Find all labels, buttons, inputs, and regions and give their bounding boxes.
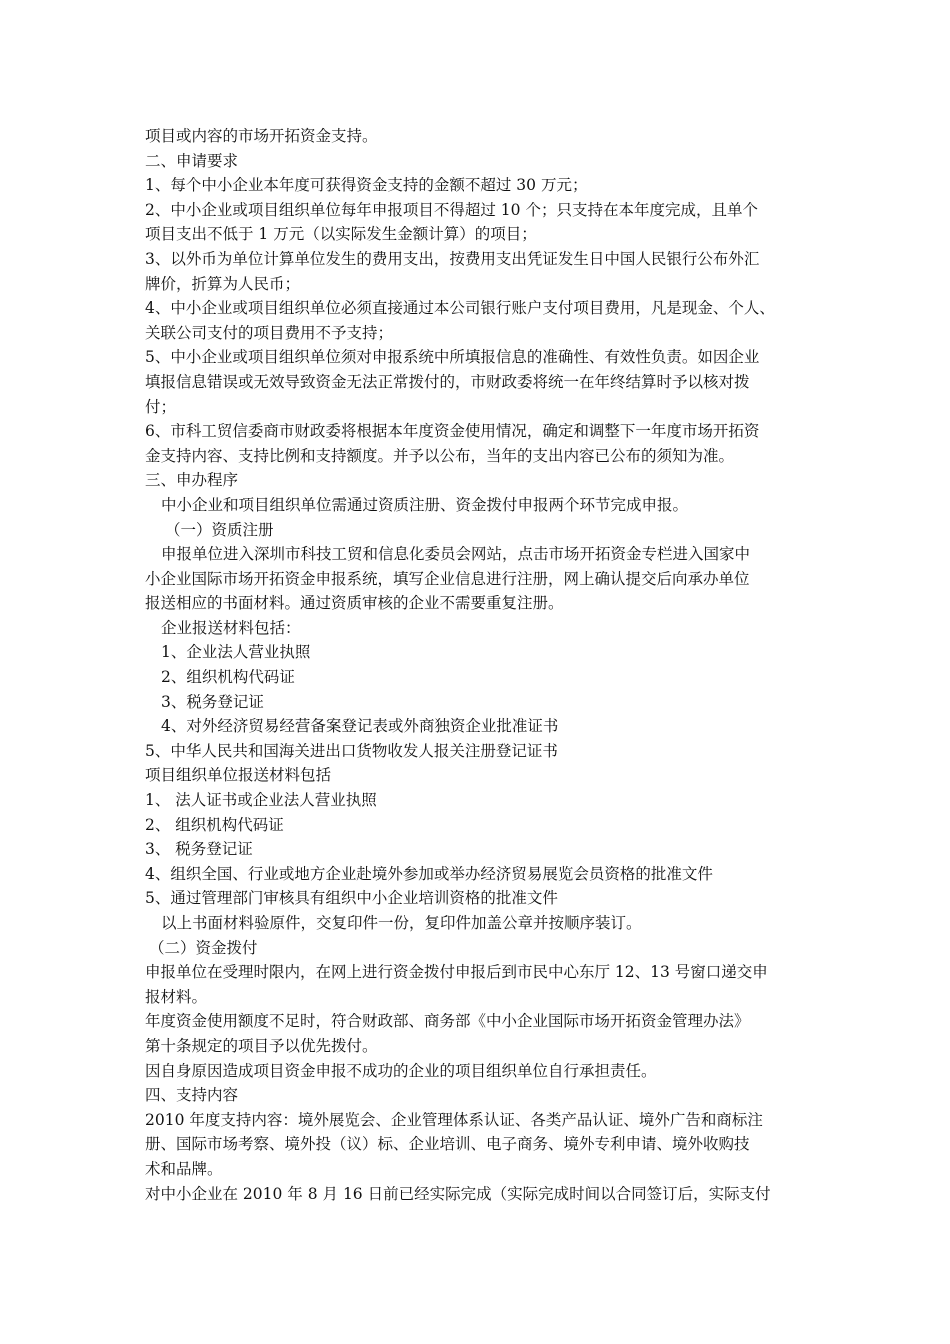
text-line: 对中小企业在 2010 年 8 月 16 日前已经实际完成（实际完成时间以合同签订后，实际支付 (145, 1184, 771, 1203)
text-line: 3、 税务登记证 (145, 840, 253, 859)
text-line: 项目支出不低于 1 万元（以实际发生金额计算）的项目； (145, 225, 537, 244)
text-line: 1、每个中小企业本年度可获得资金支持的金额不超过 30 万元； (145, 176, 588, 195)
text-line: 4、中小企业或项目组织单位必须直接通过本公司银行账户支付项目费用，凡是现金、个人、 (145, 299, 775, 318)
text-line: 关联公司支付的项目费用不予支持； (145, 323, 394, 342)
text-line: 4、组织全国、行业或地方企业赴境外参加或举办经济贸易展览会员资格的批准文件 (145, 864, 713, 883)
text-line: 填报信息错误或无效导致资金无法正常拨付的，市财政委将统一在年终结算时予以核对拨 (145, 372, 750, 391)
text-line: 4、对外经济贸易经营备案登记表或外商独资企业批准证书 (161, 717, 559, 736)
document-body (145, 124, 825, 1206)
text-line: 报材料。 (145, 987, 208, 1006)
text-line: （二）资金拨付 (149, 938, 258, 957)
text-line: 金支持内容、支持比例和支持额度。并予以公布，当年的支出内容已公布的须知为准。 (145, 446, 735, 465)
text-line: 因自身原因造成项目资金申报不成功的企业的项目组织单位自行承担责任。 (145, 1061, 657, 1080)
text-line: 1、企业法人营业执照 (161, 643, 311, 662)
text-line: 报送相应的书面材料。通过资质审核的企业不需要重复注册。 (145, 594, 564, 613)
text-line: 二、申请要求 (145, 151, 239, 170)
text-line: 术和品牌。 (145, 1159, 223, 1178)
text-line: 2、中小企业或项目组织单位每年申报项目不得超过 10 个；只支持在本年度完成，且单个 (145, 200, 758, 219)
text-line: 牌价，折算为人民币； (145, 274, 301, 293)
text-line: 以上书面材料验原件，交复印件一份，复印件加盖公章并按顺序装订。 (161, 914, 642, 932)
text-line: 册、国际市场考察、境外投（议）标、企业培训、电子商务、境外专利申请、境外收购技 (145, 1135, 750, 1154)
text-line: 四、支持内容 (145, 1086, 239, 1105)
text-line: 6、市科工贸信委商市财政委将根据本年度资金使用情况，确定和调整下一年度市场开拓资 (145, 422, 760, 441)
text-line: 5、中小企业或项目组织单位须对申报系统中所填报信息的准确性、有效性负责。如因企业 (145, 348, 760, 367)
text-line: 2、组织机构代码证 (161, 668, 295, 687)
text-line: 5、中华人民共和国海关进出口货物收发人报关注册登记证书 (145, 741, 558, 760)
text-line: 项目组织单位报送材料包括 (145, 766, 332, 785)
text-line: 5、通过管理部门审核具有组织中小企业培训资格的批准文件 (145, 889, 558, 908)
text-line: 付； (145, 397, 177, 416)
text-line: 第十条规定的项目予以优先拨付。 (145, 1036, 378, 1055)
text-line: 三、申办程序 (145, 471, 239, 490)
text-line: 年度资金使用额度不足时，符合财政部、商务部《中小企业国际市场开拓资金管理办法》 (145, 1012, 750, 1031)
text-line: 企业报送材料包括： (161, 618, 301, 637)
text-line: 3、税务登记证 (161, 692, 264, 711)
text-line: 小企业国际市场开拓资金申报系统，填写企业信息进行注册，网上确认提交后向承办单位 (145, 569, 750, 588)
text-line: 项目或内容的市场开拓资金支持。 (145, 127, 378, 145)
text-line: 中小企业和项目组织单位需通过资质注册、资金拨付申报两个环节完成申报。 (161, 495, 689, 514)
text-line: 3、以外币为单位计算单位发生的费用支出，按费用支出凭证发生日中国人民银行公布外汇 (145, 249, 760, 268)
text-line: （一）资质注册 (165, 520, 274, 539)
text-line: 申报单位进入深圳市科技工贸和信息化委员会网站，点击市场开拓资金专栏进入国家中 (161, 545, 751, 564)
text-line: 1、 法人证书或企业法人营业执照 (145, 791, 377, 810)
text-line: 申报单位在受理时限内，在网上进行资金拨付申报后到市民中心东厅 12、13 号窗口递交申 (145, 963, 768, 982)
text-line: 2、 组织机构代码证 (145, 815, 284, 834)
text-line: 2010 年度支持内容：境外展览会、企业管理体系认证、各类产品认证、境外广告和商标注 (145, 1110, 763, 1129)
